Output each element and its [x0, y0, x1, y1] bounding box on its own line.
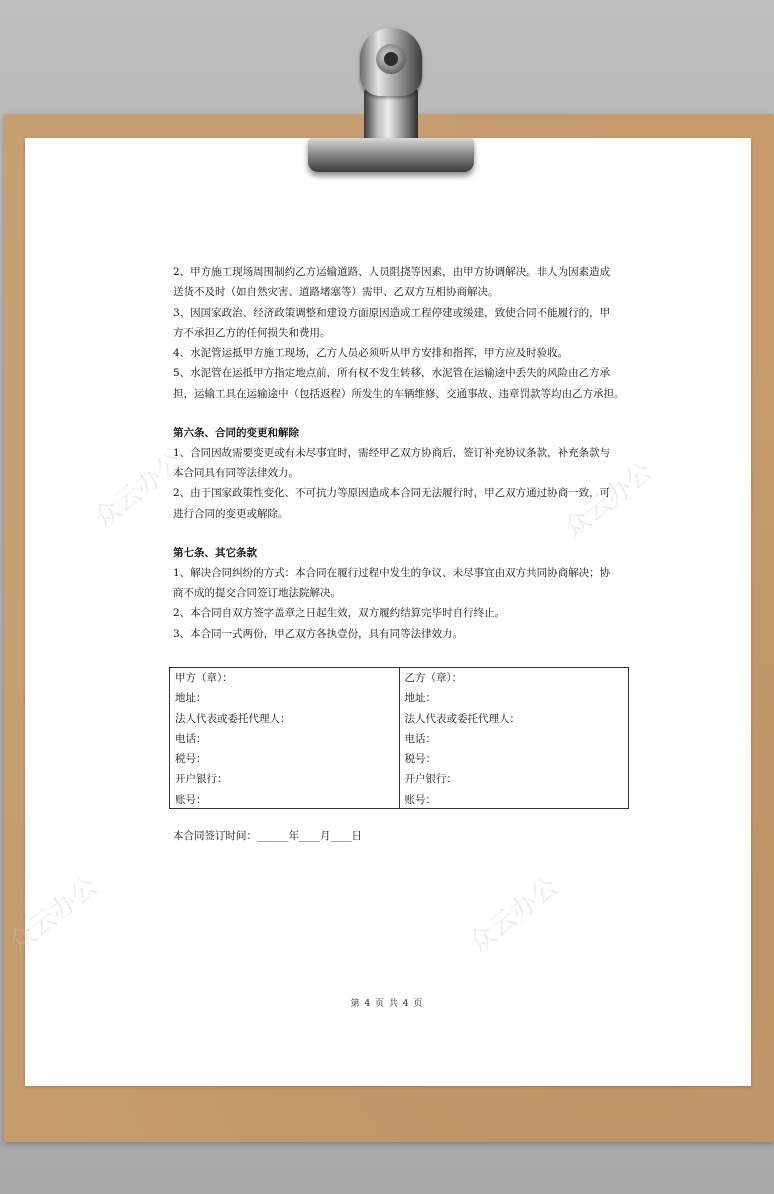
watermark: 众云办公	[558, 456, 659, 545]
party-b-phone: 电话：	[404, 732, 436, 745]
clause-line: 进行合同的变更或解除。	[173, 507, 289, 520]
party-b-seal: 乙方（章）：	[404, 672, 463, 684]
watermark: 众云办公	[463, 871, 564, 960]
clause-line: 本合同具有同等法律效力。	[173, 467, 299, 480]
party-b-account: 账号：	[404, 793, 436, 806]
watermark: 众云办公	[88, 446, 189, 535]
clause-line: 4、水泥管运抵甲方施工现场，乙方人员必须听从甲方安排和指挥，甲方应及时验收。	[173, 347, 569, 360]
party-table	[169, 667, 629, 809]
page-number: 第 4 页 共 4 页	[350, 999, 424, 1009]
party-b-column	[399, 668, 629, 808]
clause-line: 3、因国家政治、经济政策调整和建设方面原因造成工程停建或缓建，致使合同不能履行的，甲	[173, 306, 611, 319]
clause-line: 方不承担乙方的任何损失和费用。	[173, 326, 331, 339]
clause-line: 1、解决合同纠纷的方式：本合同在履行过程中发生的争议、未尽事宜由双方共同协商解决；协	[173, 566, 611, 579]
article-6-heading: 第六条、合同的变更和解除	[173, 426, 299, 439]
party-a-account: 账号：	[175, 793, 207, 806]
clause-line: 3、本合同一式两份，甲乙双方各执壹份，具有同等法律效力。	[173, 627, 464, 640]
party-b-bank: 开户银行：	[404, 773, 457, 786]
clause-line: 商不成的提交合同签订地法院解决。	[173, 587, 341, 600]
party-b-tax: 税号：	[404, 753, 436, 766]
clause-line: 1、合同因故需要变更或有未尽事宜时，需经甲乙双方协商后，签订补充协议条款，补充条款与	[173, 446, 611, 459]
signing-date: 本合同签订时间：______年____月____日	[173, 830, 362, 842]
clause-line: 2、由于国家政策性变化、不可抗力等原因造成本合同无法履行时，甲乙双方通过协商一致，可	[173, 487, 611, 500]
party-a-seal: 甲方（章）：	[175, 672, 233, 684]
party-a-bank: 开户银行：	[175, 773, 228, 786]
clause-line: 2、本合同自双方签字盖章之日起生效，双方履约结算完毕时自行终止。	[173, 607, 506, 620]
binder-clip-icon	[300, 28, 480, 176]
article-7-heading: 第七条、其它条款	[173, 546, 257, 559]
clause-line: 2、甲方施工现场周围制约乙方运输道路、人员阻挠等因素，由甲方协调解决。非人为因素造成	[173, 266, 611, 278]
party-a-representative: 法人代表或委托代理人：	[175, 712, 291, 725]
party-a-address: 地址：	[175, 692, 207, 705]
clause-line: 5、水泥管在运抵甲方指定地点前，所有权不发生转移，水泥管在运输途中丢失的风险由乙方承	[173, 367, 611, 380]
party-b-representative: 法人代表或委托代理人：	[404, 712, 520, 725]
party-a-phone: 电话：	[175, 732, 207, 745]
contract-body	[173, 262, 625, 644]
watermark: 众云办公	[3, 871, 104, 960]
party-a-tax: 税号：	[175, 753, 207, 766]
clause-line: 担，运输工具在运输途中（包括返程）所发生的车辆维修、交通事故、违章罚款等均由乙方承担。	[173, 387, 625, 400]
party-b-address: 地址：	[404, 692, 436, 705]
clause-line: 送货不及时（如自然灾害、道路堵塞等）需甲、乙双方互相协商解决。	[173, 286, 499, 299]
party-a-column	[170, 668, 399, 808]
